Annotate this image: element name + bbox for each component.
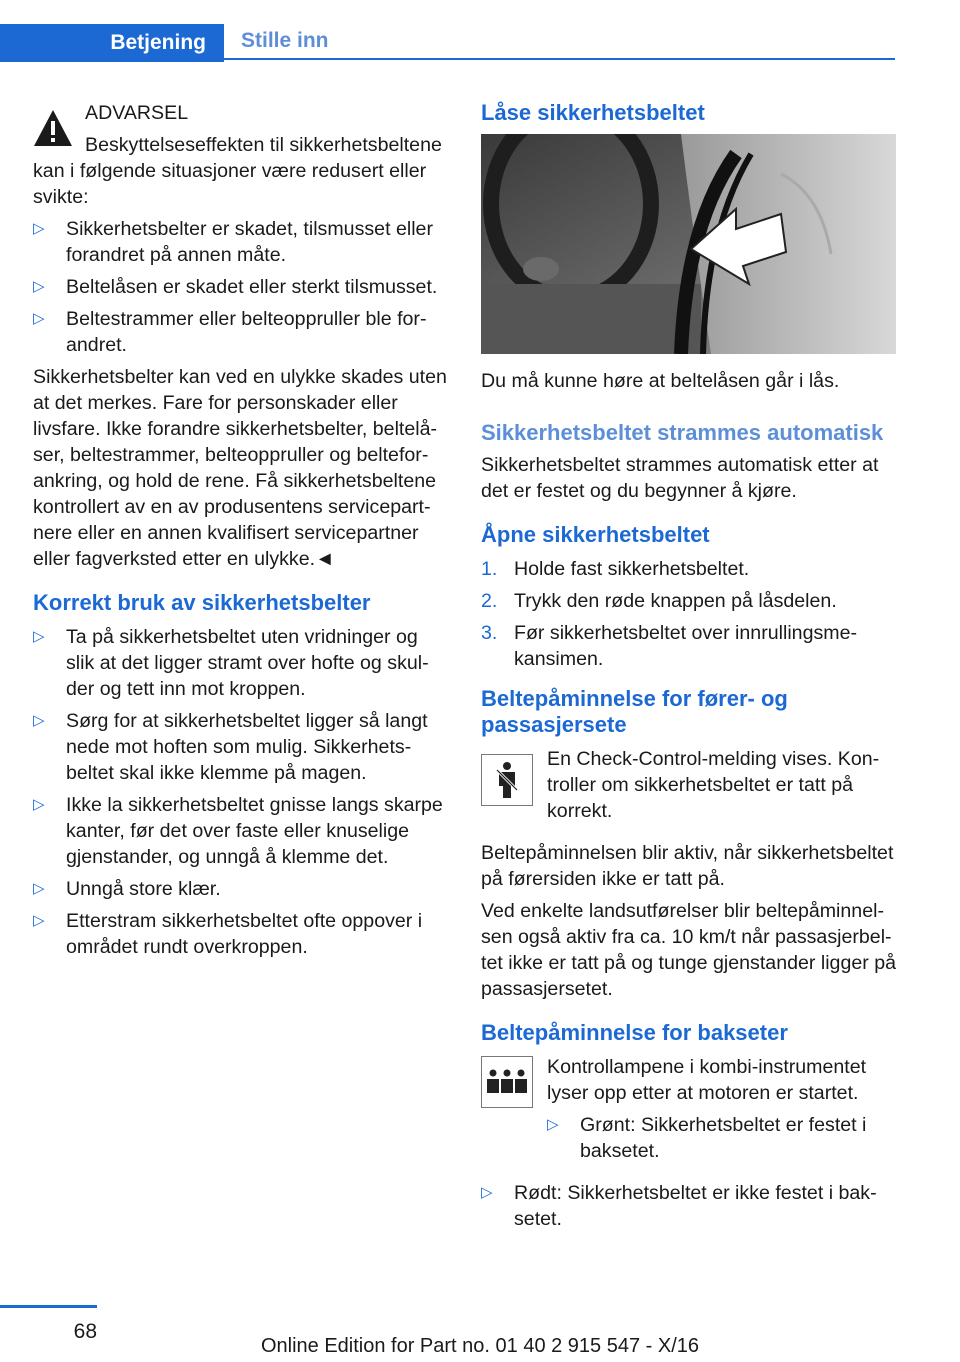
list-item: ▷ Etterstram sikkerhetsbeltet ofte oppover i området rundt overkroppen.: [33, 910, 423, 958]
header-tabs: [0, 24, 895, 62]
warning-text: Sikkerhetsbelter kan ved en ulykke skades uten at det merkes. Fare for personskader eller livsfare. Ikke forandre sikkerhetsbelter, beltelåser, beltestrammer, belteoppruller og belteforankring, og hold de rene. Få sikkerhetsbeltene kontrollert av en av produsentens servicepartnere eller en annen kvalifisert servicepartner eller fagverksted etter en ulykke.◄: [33, 366, 447, 570]
triangle-bullet-icon: ▷: [33, 880, 45, 897]
warning-intro: Beskyttelseseffekten til sikkerhetsbeltene kan i følgende situasjoner være redusert eller svikte:: [33, 134, 442, 208]
rear-red-list: [481, 1180, 896, 1232]
triangle-bullet-icon: ▷: [33, 712, 45, 729]
lock-heading: Låse sikkerhetsbeltet: [481, 100, 705, 125]
triangle-bullet-icon: ▷: [33, 912, 45, 929]
reminder-p1: Beltepåminnelsen blir aktiv, når sikkerhetsbeltet på førersiden ikke er tatt på.: [481, 842, 894, 890]
lock-text: Du må kunne høre at beltelåsen går i lås.: [481, 370, 840, 392]
left-column: [33, 100, 448, 966]
edition-footer: Online Edition for Part no. 01 40 2 915 547 - X/16: [260, 1335, 700, 1357]
rear-heading: Beltepåminnelse for bakseter: [481, 1020, 788, 1045]
seatbelt-buckle-photo: [481, 134, 896, 354]
triangle-bullet-icon: ▷: [547, 1116, 559, 1133]
list-item: ▷ Beltelåsen er skadet eller sterkt tilsmusset.: [33, 276, 438, 298]
correct-use-heading: Korrekt bruk av sikkerhetsbelter: [33, 590, 371, 615]
correct-use-list: [33, 624, 448, 960]
rear-seatbelt-icon: [481, 1056, 533, 1108]
page-number: 68: [0, 1305, 97, 1344]
warning-triangle-icon: [33, 108, 73, 148]
tension-text: Sikkerhetsbeltet strammes automatisk etter at det er festet og du begynner å kjøre.: [481, 454, 879, 502]
tab-betjening[interactable]: Betjening: [0, 24, 224, 62]
warning-list: [33, 216, 448, 358]
triangle-bullet-icon: ▷: [33, 628, 45, 645]
rear-green-list: [547, 1112, 896, 1164]
reminder-symbol-text: En Check-Control-melding vises. Kontroller om sikkerhetsbeltet er tatt på korrekt.: [547, 748, 880, 822]
triangle-bullet-icon: ▷: [33, 796, 45, 813]
list-item: ▷ Beltestrammer eller belteoppruller ble forandret.: [33, 308, 427, 356]
reminder-p2: Ved enkelte landsutførelser blir beltepåminnelsen også aktiv fra ca. 10 km/t når passasjerbeltet ikke er tatt på og tunge gjenstander ligger på passasjersetet.: [481, 900, 897, 1000]
warning-title: ADVARSEL: [85, 102, 189, 124]
list-item: 2. Trykk den røde knappen på låsdelen.: [481, 590, 837, 612]
list-item: ▷ Unngå store klær.: [33, 878, 221, 900]
rear-symbol-row: [481, 1054, 896, 1170]
list-item: ▷ Ta på sikkerhetsbeltet uten vridninger og slik at det ligger stramt over hofte og skulder og tett inn mot kroppen.: [33, 626, 429, 700]
right-column: [481, 100, 896, 1238]
tab-stille-inn[interactable]: Stille inn: [224, 24, 895, 60]
triangle-bullet-icon: ▷: [481, 1184, 493, 1201]
rear-symbol-text: Kontrollampene i kombi-instrumentet lyser opp etter at motoren er startet.: [547, 1056, 867, 1104]
reminder-symbol-row: [481, 746, 896, 830]
list-item: ▷ Sikkerhetsbelter er skadet, tilsmusset eller forandret på annen måte.: [33, 218, 433, 266]
triangle-bullet-icon: ▷: [33, 220, 45, 237]
list-item: ▷ Rødt: Sikkerhetsbeltet er ikke festet i baksetet.: [481, 1182, 877, 1230]
open-heading: Åpne sikkerhetsbeltet: [481, 522, 710, 547]
list-item: 1. Holde fast sikkerhetsbeltet.: [481, 558, 750, 580]
list-item: ▷ Ikke la sikkerhetsbeltet gnisse langs skarpe kanter, før det over faste eller knuselige gjenstander, og unngå å klemme det.: [33, 794, 443, 868]
reminder-heading: Beltepåminnelse for fører- og passasjersete: [481, 686, 788, 737]
list-item: ▷ Grønt: Sikkerhetsbeltet er festet i baksetet.: [547, 1114, 867, 1162]
triangle-bullet-icon: ▷: [33, 310, 45, 327]
triangle-bullet-icon: ▷: [33, 278, 45, 295]
list-item: 3. Før sikkerhetsbeltet over innrullingsmekansimen.: [481, 622, 858, 670]
open-steps: [481, 556, 896, 672]
seatbelt-warning-icon: [481, 754, 533, 806]
list-item: ▷ Sørg for at sikkerhetsbeltet ligger så langt nede mot hoften som mulig. Sikkerhetsbeltet skal ikke klemme på magen.: [33, 710, 428, 784]
tension-heading: Sikkerhetsbeltet strammes automatisk: [481, 420, 884, 445]
